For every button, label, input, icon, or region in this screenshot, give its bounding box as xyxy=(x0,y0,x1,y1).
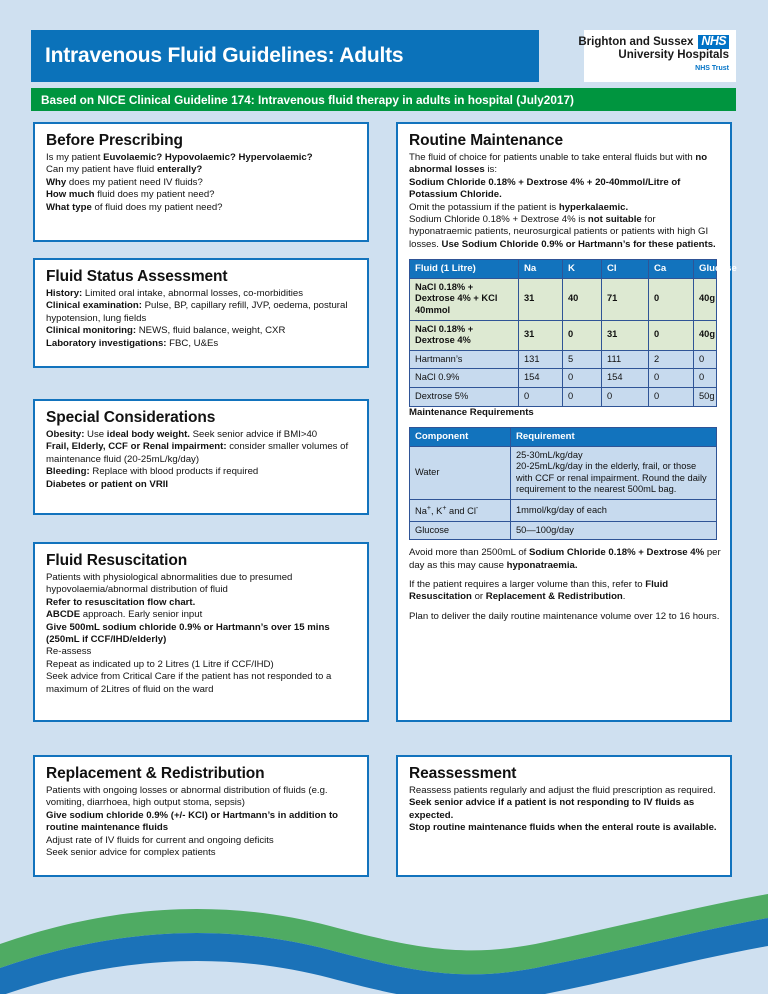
panel-title-fluid-resuscitation: Fluid Resuscitation xyxy=(46,552,188,569)
panel-before-prescribing xyxy=(33,122,369,242)
table-cell: 5 xyxy=(563,350,602,369)
table-cell: 0 xyxy=(694,369,717,388)
panel-text-line: Clinical monitoring: NEWS, fluid balance, weight, CXR xyxy=(46,325,286,337)
table-cell-component: Water xyxy=(410,446,511,499)
panel-routine-maintenance xyxy=(396,122,737,722)
table-cell: 0 xyxy=(563,320,602,350)
panel-title-fluid-status: Fluid Status Assessment xyxy=(46,268,228,285)
logo-trust-name-line1: Brighton and Sussex xyxy=(578,35,694,48)
panel-title-replacement-redistribution: Replacement & Redistribution xyxy=(46,765,265,782)
subheading-maintenance-requirements: Maintenance Requirements xyxy=(409,406,534,418)
panel-text-line: Repeat as indicated up to 2 Litres (1 Litre if CCF/IHD) xyxy=(46,658,274,670)
panel-body-reassessment xyxy=(409,785,721,835)
table-cell: 50g xyxy=(694,388,717,407)
table-cell: 71 xyxy=(602,278,649,320)
table-cell: 0 xyxy=(694,350,717,369)
panel-text-line: What type of fluid does my patient need? xyxy=(46,201,223,213)
table-cell: 111 xyxy=(602,350,649,369)
panel-text-line: Seek senior advice for complex patients xyxy=(46,847,216,859)
table-cell: 40 xyxy=(563,278,602,320)
table-cell: 154 xyxy=(519,369,563,388)
panel-text-line: Sodium Chloride 0.18% + Dextrose 4% + 20-40mmol/Litre of Potassium Chloride. xyxy=(409,176,681,201)
table-cell: 0 xyxy=(649,369,694,388)
panel-text-line: Seek senior advice if a patient is not responding to IV fluids as expected. xyxy=(409,797,695,821)
column-header-component: Component xyxy=(410,428,511,447)
table-row xyxy=(410,521,717,540)
panel-title-reassessment: Reassessment xyxy=(409,765,517,782)
table-cell-requirement: 50—100g/day xyxy=(511,521,717,540)
guideline-source-text: Based on NICE Clinical Guideline 174: Intravenous fluid therapy in adults in hospital (July2017) xyxy=(41,92,574,107)
table-cell: 31 xyxy=(519,320,563,350)
panel-text-line: Plan to deliver the daily routine maintenance volume over 12 to 16 hours. xyxy=(409,610,720,622)
table-cell: 154 xyxy=(602,369,649,388)
panel-fluid-resuscitation xyxy=(33,542,369,722)
panel-body-routine-maintenance-footnotes xyxy=(409,547,721,623)
panel-text-line: The fluid of choice for patients unable to take enteral fluids but with no abnormal losses is: xyxy=(409,152,708,176)
poster-header xyxy=(31,30,736,82)
table-cell: 2 xyxy=(649,350,694,369)
table-row xyxy=(410,446,717,499)
panel-body-special-considerations xyxy=(46,429,358,491)
table-cell: NaCl 0.9% xyxy=(410,369,519,388)
panel-text-line: Bleeding: Replace with blood products if required xyxy=(46,466,259,478)
column-header-glucose: Glucose xyxy=(694,260,717,279)
panel-body-fluid-status xyxy=(46,288,358,350)
panel-text-line: Sodium Chloride 0.18% + Dextrose 4% is not suitable for hyponatraemic patients, neurosurgical patients or patients with high GI losses. Use Sodium Chloride 0.9% or Hartmann’s for these patients. xyxy=(409,214,716,250)
panel-reassessment xyxy=(396,755,732,877)
panel-body-routine-maintenance-intro xyxy=(409,152,721,251)
table-header-row xyxy=(410,428,717,447)
panel-body-fluid-resuscitation xyxy=(46,572,358,696)
table-cell: 0 xyxy=(519,388,563,407)
table-row xyxy=(410,499,717,521)
table-cell: 131 xyxy=(519,350,563,369)
table-cell: NaCl 0.18% + Dextrose 4% + KCl 40mmol xyxy=(410,278,519,320)
panel-text-line: Obesity: Use ideal body weight. Seek senior advice if BMI>40 xyxy=(46,429,318,440)
panel-text-line: Avoid more than 2500mL of Sodium Chloride 0.18% + Dextrose 4% per day as this may cause hyponatraemia. xyxy=(409,547,721,571)
panel-text-line: History: Limited oral intake, abnormal losses, co-morbidities xyxy=(46,288,303,299)
table-cell: 31 xyxy=(519,278,563,320)
nhs-logo-icon: NHS xyxy=(698,35,729,49)
panel-title-routine-maintenance: Routine Maintenance xyxy=(409,132,563,149)
page-title: Intravenous Fluid Guidelines: Adults xyxy=(45,44,404,67)
fluid-composition-table xyxy=(409,259,737,406)
panel-text-line: Why does my patient need IV fluids? xyxy=(46,176,203,188)
maintenance-requirements-table-body xyxy=(410,446,717,540)
panel-text-line: Is my patient Euvolaemic? Hypovolaemic? Hypervolaemic? xyxy=(46,152,313,163)
logo-trust-subtitle: NHS Trust xyxy=(695,65,729,72)
poster-title-bar xyxy=(31,30,539,82)
table-row xyxy=(410,388,717,407)
panel-body-before-prescribing xyxy=(46,152,358,214)
table-cell: NaCl 0.18% + Dextrose 4% xyxy=(410,320,519,350)
table-header-row xyxy=(410,260,717,279)
table-cell: 31 xyxy=(602,320,649,350)
column-header-cl: Cl xyxy=(602,260,649,279)
logo-line-1 xyxy=(578,34,729,49)
table-cell: Dextrose 5% xyxy=(410,388,519,407)
table-cell: 0 xyxy=(649,320,694,350)
panel-text-line: Reassess patients regularly and adjust the fluid prescription as required. xyxy=(409,785,716,796)
table-row xyxy=(410,369,717,388)
fluid-composition-table-body xyxy=(410,278,717,406)
table-cell-requirement: 1mmol/kg/day of each xyxy=(511,499,717,521)
table-cell: 40g xyxy=(694,278,717,320)
column-header-k: K xyxy=(563,260,602,279)
table-cell: 0 xyxy=(563,388,602,407)
panel-replacement-redistribution xyxy=(33,755,369,877)
table-cell: Hartmann’s xyxy=(410,350,519,369)
panel-text-line: Can my patient have fluid enterally? xyxy=(46,164,203,176)
decorative-wave-graphic xyxy=(0,884,768,994)
table-cell-component: Na+, K+ and Cl- xyxy=(410,499,511,521)
table-cell: 0 xyxy=(563,369,602,388)
panel-body-replacement-redistribution xyxy=(46,785,358,859)
panel-text-line: Give 500mL sodium chloride 0.9% or Hartmann’s over 15 mins (250mL if CCF/IHD/elderly) xyxy=(46,621,330,646)
table-cell-component: Glucose xyxy=(410,521,511,540)
panel-text-line: Stop routine maintenance fluids when the enteral route is available. xyxy=(409,822,717,834)
guideline-source-banner xyxy=(31,88,736,111)
panel-text-line: Diabetes or patient on VRII xyxy=(46,478,169,490)
column-header-requirement: Requirement xyxy=(511,428,717,447)
panel-text-line: Frail, Elderly, CCF or Renal impairment: consider smaller volumes of maintenance fluid (20-25mL/kg/day) xyxy=(46,441,349,465)
panel-text-line: Seek advice from Critical Care if the patient has not responded to a maximum of 2Litres of fluid on the ward xyxy=(46,671,332,695)
panel-text-line: If the patient requires a larger volume than this, refer to Fluid Resuscitation or Replacement & Redistribution. xyxy=(409,579,669,603)
column-header-ca: Ca xyxy=(649,260,694,279)
table-cell: 40g xyxy=(694,320,717,350)
column-header-fluid: Fluid (1 Litre) xyxy=(410,260,519,279)
table-cell: 0 xyxy=(649,278,694,320)
panel-special-considerations xyxy=(33,399,369,515)
panel-text-line: How much fluid does my patient need? xyxy=(46,189,215,201)
panel-text-line: Re-assess xyxy=(46,646,92,658)
panel-text-line: ABCDE approach. Early senior input xyxy=(46,609,203,621)
table-row xyxy=(410,278,717,320)
panel-text-line: Patients with physiological abnormalities due to presumed hypovolaemia/abnormal distribution of fluid xyxy=(46,572,293,596)
panel-title-special-considerations: Special Considerations xyxy=(46,409,216,426)
table-row xyxy=(410,320,717,350)
logo-trust-name-line2: University Hospitals xyxy=(618,49,729,61)
table-cell-requirement: 25-30mL/kg/day 20-25mL/kg/day in the elderly, frail, or those with CCF or renal impairment. Round the daily requirement to the nearest 500mL bag. xyxy=(511,446,717,499)
column-header-na: Na xyxy=(519,260,563,279)
table-cell: 0 xyxy=(602,388,649,407)
table-cell: 0 xyxy=(649,388,694,407)
panel-text-line: Clinical examination: Pulse, BP, capillary refill, JVP, oedema, postural hypotension, lung fields xyxy=(46,300,348,324)
panel-text-line: Laboratory investigations: FBC, U&Es xyxy=(46,337,219,349)
panel-text-line: Refer to resuscitation flow chart. xyxy=(46,596,196,608)
nhs-trust-logo xyxy=(578,30,736,82)
panel-text-line: Patients with ongoing losses or abnormal distribution of fluids (e.g. vomiting, diarrhoea, high output stoma, sepsis) xyxy=(46,785,328,809)
panel-text-line: Give sodium chloride 0.9% (+/- KCl) or Hartmann’s in addition to routine maintenance fluids xyxy=(46,809,339,834)
panel-fluid-status-assessment xyxy=(33,258,369,368)
panel-title-before-prescribing: Before Prescribing xyxy=(46,132,183,149)
panel-text-line: Adjust rate of IV fluids for current and ongoing deficits xyxy=(46,834,274,846)
maintenance-requirements-table xyxy=(409,427,717,540)
table-row xyxy=(410,350,717,369)
panel-text-line: Omit the potassium if the patient is hyperkalaemic. xyxy=(409,201,629,213)
